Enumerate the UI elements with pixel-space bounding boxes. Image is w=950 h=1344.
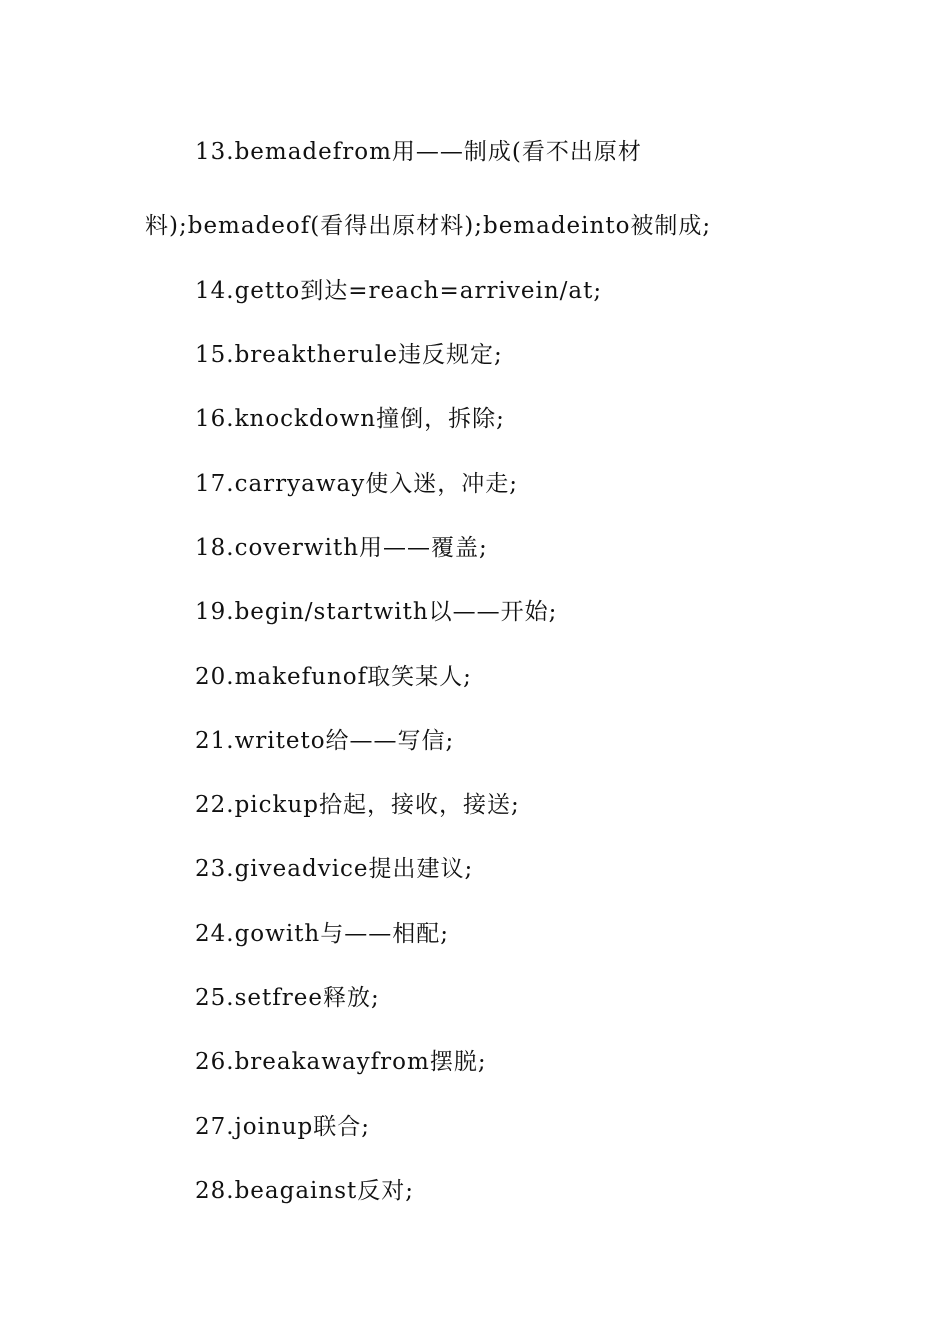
list-item-22: 22.pickup拾起，接收，接送;: [195, 792, 520, 818]
list-item-14: 14.getto到达=reach=arrivein/at;: [195, 278, 603, 304]
list-item-21: 21.writeto给——写信;: [195, 728, 455, 754]
list-item-26: 26.breakawayfrom摆脱;: [195, 1049, 487, 1075]
list-item-25: 25.setfree释放;: [195, 985, 380, 1011]
list-item-17: 17.carryaway使入迷，冲走;: [195, 471, 519, 497]
list-item-18: 18.coverwith用——覆盖;: [195, 535, 488, 561]
list-item-23: 23.giveadvice提出建议;: [195, 856, 474, 882]
list-item-27: 27.joinup联合;: [195, 1114, 371, 1140]
list-item-16: 16.knockdown撞倒，拆除;: [195, 406, 505, 432]
list-item-28: 28.beagainst反对;: [195, 1178, 415, 1204]
list-item-13: 13.bemadefrom用——制成(看不出原材: [195, 139, 642, 165]
list-item-13-continued: 料);bemadeof(看得出原材料);bemadeinto被制成;: [145, 213, 712, 239]
list-item-20: 20.makefunof取笑某人;: [195, 664, 472, 690]
list-item-24: 24.gowith与——相配;: [195, 921, 449, 947]
list-item-15: 15.breaktherule违反规定;: [195, 342, 503, 368]
list-item-19: 19.begin/startwith以——开始;: [195, 599, 558, 625]
